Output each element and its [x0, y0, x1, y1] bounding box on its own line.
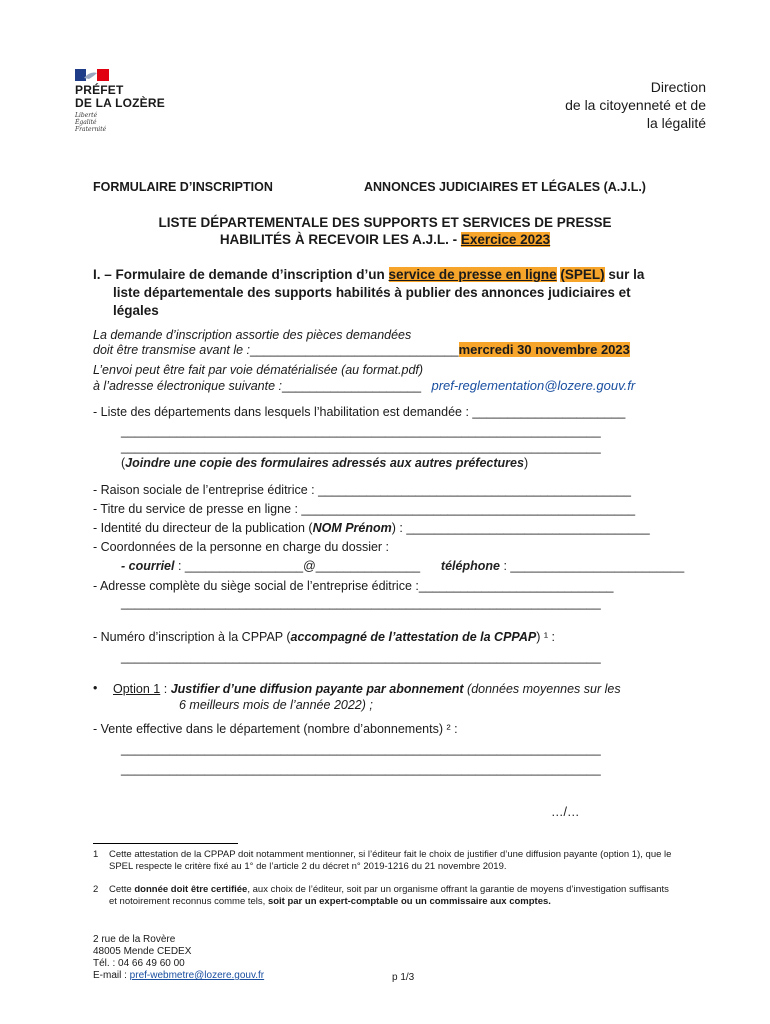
option1-title: Justifier d’une diffusion payante par abonnement — [170, 682, 464, 696]
address-street: 2 rue de la Rovère — [93, 934, 176, 945]
deadline-blank: ______________________________ — [250, 343, 459, 357]
footnote-2-mid: , aux choix de l’éditeur, soit par un organisme offrant la garantie de moyens d’investigation suffisants et notoirement reconnus comme tels, — [109, 884, 669, 907]
adresse-blank[interactable]: _____________________________________________________________________ — [121, 596, 601, 610]
joindre-note: (Joindre une copie des formulaires adressés aux autres préfectures) — [121, 456, 529, 470]
cppap-pre: - Numéro d’inscription à la CPPAP ( — [93, 630, 291, 644]
webmetre-email-link[interactable]: pref-webmetre@lozere.gouv.fr — [129, 970, 265, 981]
deadline-line2 — [93, 342, 630, 358]
prefet-title — [75, 84, 165, 110]
section-pre: I. – Formulaire de demande d’inscription d’un — [93, 267, 389, 282]
raison-sociale-field[interactable]: - Raison sociale de l’entreprise éditrice : _____________________________________________ — [93, 483, 631, 497]
footnote-1-text: Cette attestation de la CPPAP doit notamment mentionner, si l’éditeur fait le choix de justifier d’une diffusion payante (option 1), que le SPEL respecte le critère fixé au 1° de l’article 2 du décret n° 2019-1216 du 21 novembre 2019. — [109, 849, 672, 872]
email-blank: ____________________ — [282, 379, 422, 393]
identite-post: ) : ___________________________________ — [391, 521, 650, 535]
section-heading — [93, 266, 683, 320]
exercice-highlight: Exercice 2023 — [460, 232, 551, 247]
address-city: 48005 Mende CEDEX — [93, 946, 192, 957]
identite-nom-prenom: NOM Prénom — [312, 521, 392, 535]
devise-egalite: Égalité — [75, 119, 97, 126]
devise — [75, 112, 106, 133]
deadline-label: doit être transmise avant le : — [93, 343, 251, 357]
section-line2: liste départementale des supports habilités à publier des annonces judiciaires et — [113, 285, 631, 300]
vente-blank-2[interactable]: _____________________________________________________________________ — [121, 762, 601, 776]
telephone-field[interactable]: : _________________________ — [499, 559, 685, 573]
identite-pre: - Identité du directeur de la publication ( — [93, 521, 313, 535]
cppap-blank[interactable]: _____________________________________________________________________ — [121, 650, 601, 664]
departements-field[interactable]: - Liste des départements dans lesquels l’habilitation est demandée : ______________________ — [93, 405, 626, 419]
cppap-post: ) ¹ : — [536, 630, 555, 644]
footnote-2-bold2: soit par un expert-comptable ou un commissaire aux comptes. — [267, 896, 551, 907]
footnote-1 — [93, 849, 679, 873]
cppap-field[interactable] — [93, 630, 555, 644]
option1-line1 — [113, 681, 621, 697]
section-line3: légales — [113, 303, 159, 318]
departements-blank-1[interactable]: _____________________________________________________________________ — [121, 424, 601, 438]
deadline-line4 — [93, 378, 635, 394]
title-line1: LISTE DÉPARTEMENTALE DES SUPPORTS ET SERVICES DE PRESSE — [158, 215, 612, 230]
deadline-date: mercredi 30 novembre 2023 — [458, 342, 630, 357]
footnote-2-text — [93, 884, 679, 908]
continued-marker: …/… — [551, 805, 580, 819]
form-label: FORMULAIRE D’INSCRIPTION — [93, 180, 273, 194]
reglementation-email-link[interactable]: pref-reglementation@lozere.gouv.fr — [431, 378, 636, 393]
footnote-1-number: 1 — [93, 849, 99, 860]
direction-line1: Direction — [650, 79, 706, 95]
prefet-line2: DE LA LOZÈRE — [75, 96, 165, 110]
footnote-2 — [93, 884, 679, 908]
spel-highlight: service de presse en ligne — [388, 267, 557, 282]
title-line2 — [0, 231, 770, 248]
title-line2-text: HABILITÉS À RECEVOIR LES A.J.L. - — [219, 232, 461, 247]
vente-blank-1[interactable]: _____________________________________________________________________ — [121, 742, 601, 756]
vente-effective-field[interactable]: - Vente effective dans le département (nombre d’abonnements) ² : — [93, 722, 458, 736]
direction-line3: la légalité — [646, 115, 706, 131]
cppap-attestation: accompagné de l’attestation de la CPPAP — [290, 630, 537, 644]
telephone-label: téléphone — [440, 559, 500, 573]
courriel-label: - courriel — [121, 559, 175, 573]
departements-blank-2[interactable]: _____________________________________________________________________ — [121, 440, 601, 454]
adresse-siege-field[interactable]: - Adresse complète du siège social de l’entreprise éditrice :____________________________ — [93, 579, 614, 593]
deadline-line3: L’envoi peut être fait par voie dématérialisée (au format.pdf) — [93, 363, 424, 377]
option1-line2: 6 meilleurs mois de l’année 2022) ; — [179, 698, 373, 712]
form-subject: ANNONCES JUDICIAIRES ET LÉGALES (A.J.L.) — [364, 180, 646, 194]
document-title — [0, 214, 770, 248]
address-email — [93, 970, 264, 982]
coordonnees-heading: - Coordonnées de la personne en charge du dossier : — [93, 540, 390, 554]
devise-liberte: Liberté — [75, 112, 98, 119]
courriel-field[interactable]: : _________________@_______________ — [174, 559, 421, 573]
contact-row[interactable] — [121, 559, 684, 573]
footnote-rule — [93, 843, 238, 844]
footnote-2-bold1: donnée doit être certifiée — [134, 884, 248, 895]
section-post: sur la — [604, 267, 645, 282]
prefecture-address — [93, 934, 264, 982]
option1-label: Option 1 — [113, 682, 161, 696]
direction-line2: de la citoyenneté et de — [565, 97, 706, 113]
devise-fraternite: Fraternité — [75, 126, 107, 133]
address-phone: Tél. : 04 66 49 60 00 — [93, 958, 185, 969]
deadline-line1: La demande d’inscription assortie des pièces demandées — [93, 328, 412, 342]
direction-block — [565, 78, 706, 132]
email-label: à l’adresse électronique suivante : — [93, 379, 283, 393]
option1-bullet: • — [93, 681, 98, 695]
option1-rest: (données moyennes sur les — [463, 682, 621, 696]
email-prefix: E-mail : — [93, 970, 130, 981]
page-number: p 1/3 — [392, 972, 415, 983]
identite-directeur-field[interactable] — [93, 521, 650, 535]
footnote-2-number: 2 — [93, 884, 99, 895]
titre-service-field[interactable]: - Titre du service de presse en ligne : ________________________________________________ — [93, 502, 636, 516]
marianne-logo — [75, 69, 109, 81]
option1-sep: : — [160, 682, 171, 696]
prefet-line1: PRÉFET — [75, 83, 124, 97]
joindre-text: Joindre une copie des formulaires adressés aux autres préfectures — [125, 456, 524, 470]
footnote-2-pre: Cette — [109, 884, 135, 895]
spel-abbr-highlight: (SPEL) — [560, 267, 605, 282]
